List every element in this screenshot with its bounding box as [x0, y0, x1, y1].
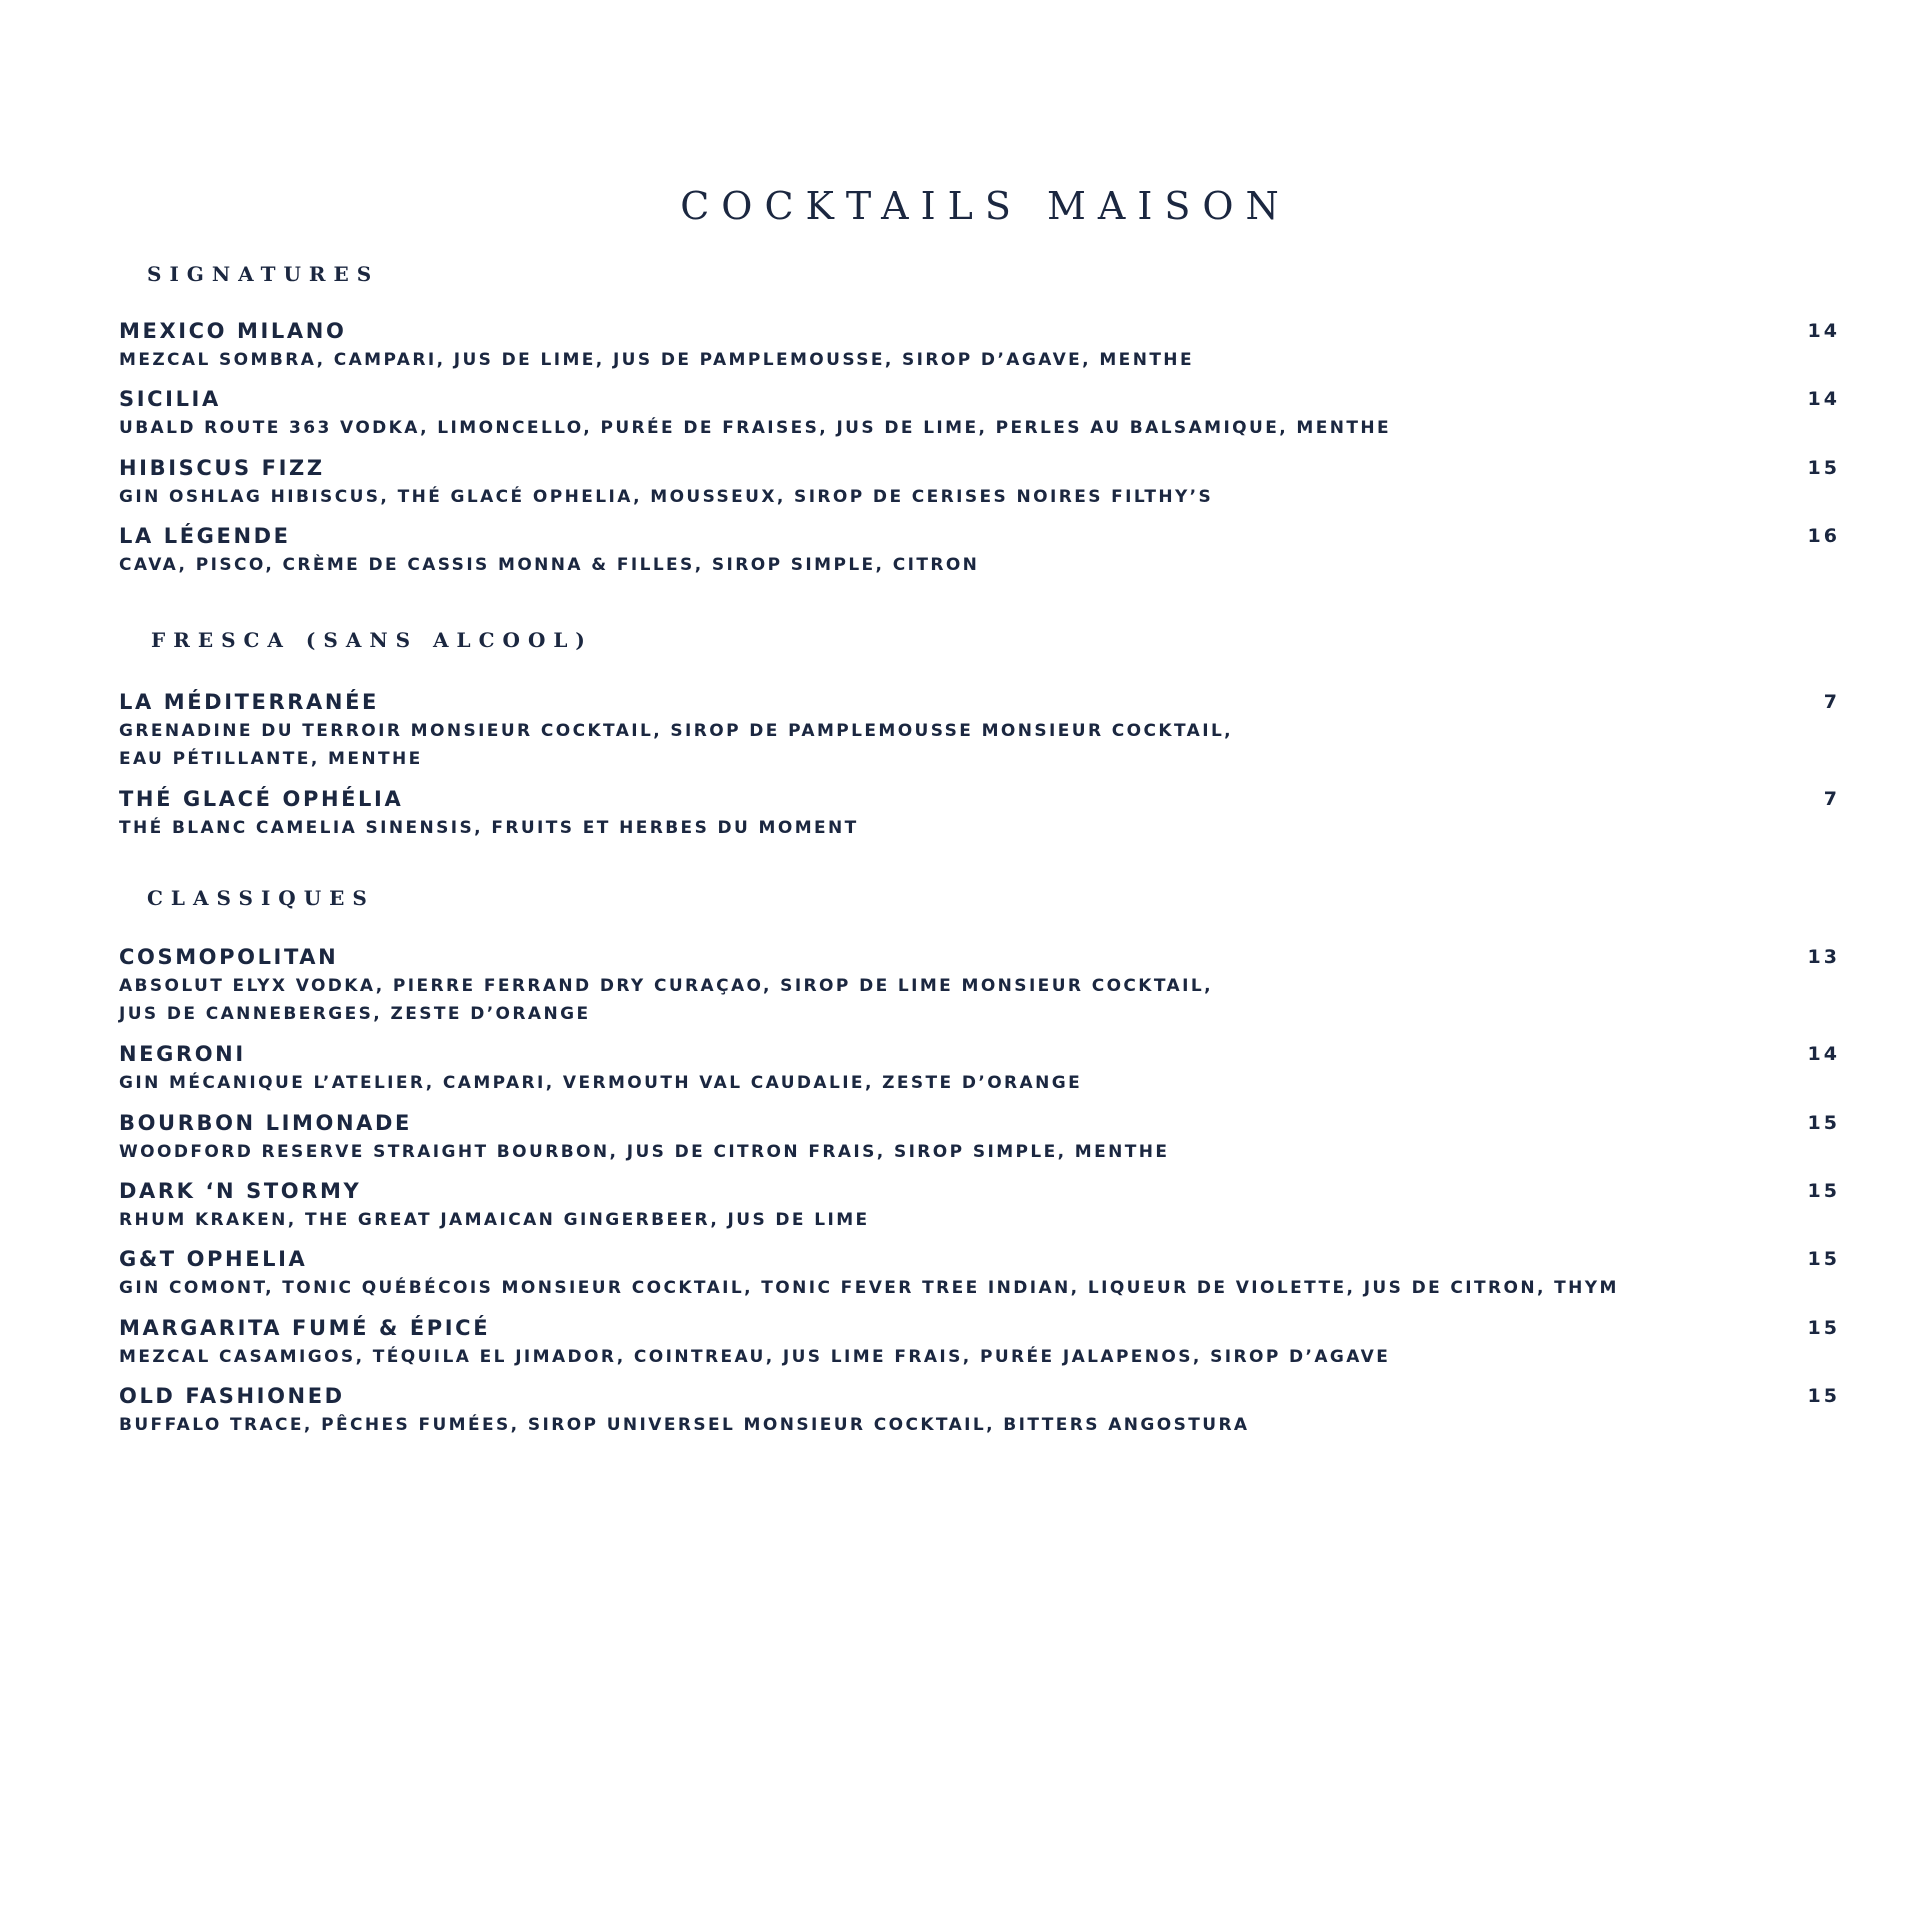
item-description: WOODFORD RESERVE STRAIGHT BOURBON, JUS DE CITRON FRAIS, SIROP SIMPLE, MENTHE [119, 1142, 1170, 1162]
item-description: BUFFALO TRACE, PÊCHES FUMÉES, SIROP UNIVERSEL MONSIEUR COCKTAIL, BITTERS ANGOSTURA [119, 1415, 1250, 1435]
item-price: 14 [1807, 388, 1840, 410]
item-name: MEXICO MILANO [119, 319, 347, 343]
item-description: EAU PÉTILLANTE, MENTHE [119, 749, 423, 769]
item-name: MARGARITA FUMÉ & ÉPICÉ [119, 1316, 491, 1340]
item-name: COSMOPOLITAN [119, 945, 339, 969]
item-description: GIN OSHLAG HIBISCUS, THÉ GLACÉ OPHELIA, MOUSSEUX, SIROP DE CERISES NOIRES FILTHY’S [119, 487, 1214, 507]
menu-item [119, 386, 1840, 442]
section-title-fresca: FRESCA (SANS ALCOOL) [151, 628, 593, 652]
item-description: GRENADINE DU TERROIR MONSIEUR COCKTAIL, SIROP DE PAMPLEMOUSSE MONSIEUR COCKTAIL, [119, 721, 1234, 741]
item-name: SICILIA [119, 387, 221, 411]
item-price: 15 [1807, 1180, 1840, 1202]
menu-item [119, 1110, 1840, 1166]
item-name: BOURBON LIMONADE [119, 1111, 412, 1135]
menu-item [119, 1178, 1840, 1234]
section-title-signatures: SIGNATURES [147, 262, 380, 286]
menu-item [119, 689, 1840, 773]
item-description: MEZCAL CASAMIGOS, TÉQUILA EL JIMADOR, COINTREAU, JUS LIME FRAIS, PURÉE JALAPENOS, SIROP D’AGAVE [119, 1347, 1391, 1367]
menu-item [119, 523, 1840, 579]
menu-item [119, 944, 1840, 1028]
item-description: CAVA, PISCO, CRÈME DE CASSIS MONNA & FILLES, SIROP SIMPLE, CITRON [119, 555, 980, 575]
menu-item [119, 455, 1840, 511]
item-description: GIN COMONT, TONIC QUÉBÉCOIS MONSIEUR COCKTAIL, TONIC FEVER TREE INDIAN, LIQUEUR DE VIOLETTE, JUS DE CITRON, THYM [119, 1278, 1619, 1298]
item-description: THÉ BLANC CAMELIA SINENSIS, FRUITS ET HERBES DU MOMENT [119, 818, 859, 838]
menu-item [119, 318, 1840, 374]
menu-item [119, 786, 1840, 842]
item-name: THÉ GLACÉ OPHÉLIA [119, 787, 404, 811]
item-name: G&T OPHELIA [119, 1247, 308, 1271]
menu-item [119, 1041, 1840, 1097]
item-price: 7 [1823, 691, 1840, 713]
item-name: DARK ‘N STORMY [119, 1179, 362, 1203]
item-description: GIN MÉCANIQUE L’ATELIER, CAMPARI, VERMOUTH VAL CAUDALIE, ZESTE D’ORANGE [119, 1073, 1083, 1093]
item-name: OLD FASHIONED [119, 1384, 345, 1408]
item-price: 15 [1807, 1112, 1840, 1134]
menu-item [119, 1246, 1840, 1302]
item-price: 14 [1807, 1043, 1840, 1065]
item-price: 15 [1807, 1248, 1840, 1270]
item-price: 7 [1823, 788, 1840, 810]
menu-title: COCKTAILS MAISON [680, 184, 1291, 228]
item-price: 15 [1807, 1317, 1840, 1339]
item-description: JUS DE CANNEBERGES, ZESTE D’ORANGE [119, 1004, 591, 1024]
item-price: 15 [1807, 457, 1840, 479]
item-description: UBALD ROUTE 363 VODKA, LIMONCELLO, PURÉE DE FRAISES, JUS DE LIME, PERLES AU BALSAMIQUE, MENTHE [119, 418, 1392, 438]
item-name: HIBISCUS FIZZ [119, 456, 325, 480]
item-price: 14 [1807, 320, 1840, 342]
item-description: MEZCAL SOMBRA, CAMPARI, JUS DE LIME, JUS DE PAMPLEMOUSSE, SIROP D’AGAVE, MENTHE [119, 350, 1194, 370]
section-title-classiques: CLASSIQUES [147, 886, 375, 910]
item-name: LA MÉDITERRANÉE [119, 690, 379, 714]
item-description: RHUM KRAKEN, THE GREAT JAMAICAN GINGERBEER, JUS DE LIME [119, 1210, 870, 1230]
item-name: LA LÉGENDE [119, 524, 291, 548]
menu-item [119, 1383, 1840, 1439]
item-name: NEGRONI [119, 1042, 246, 1066]
item-price: 15 [1807, 1385, 1840, 1407]
item-price: 16 [1807, 525, 1840, 547]
item-price: 13 [1807, 946, 1840, 968]
item-description: ABSOLUT ELYX VODKA, PIERRE FERRAND DRY CURAÇAO, SIROP DE LIME MONSIEUR COCKTAIL, [119, 976, 1213, 996]
menu-item [119, 1315, 1840, 1371]
